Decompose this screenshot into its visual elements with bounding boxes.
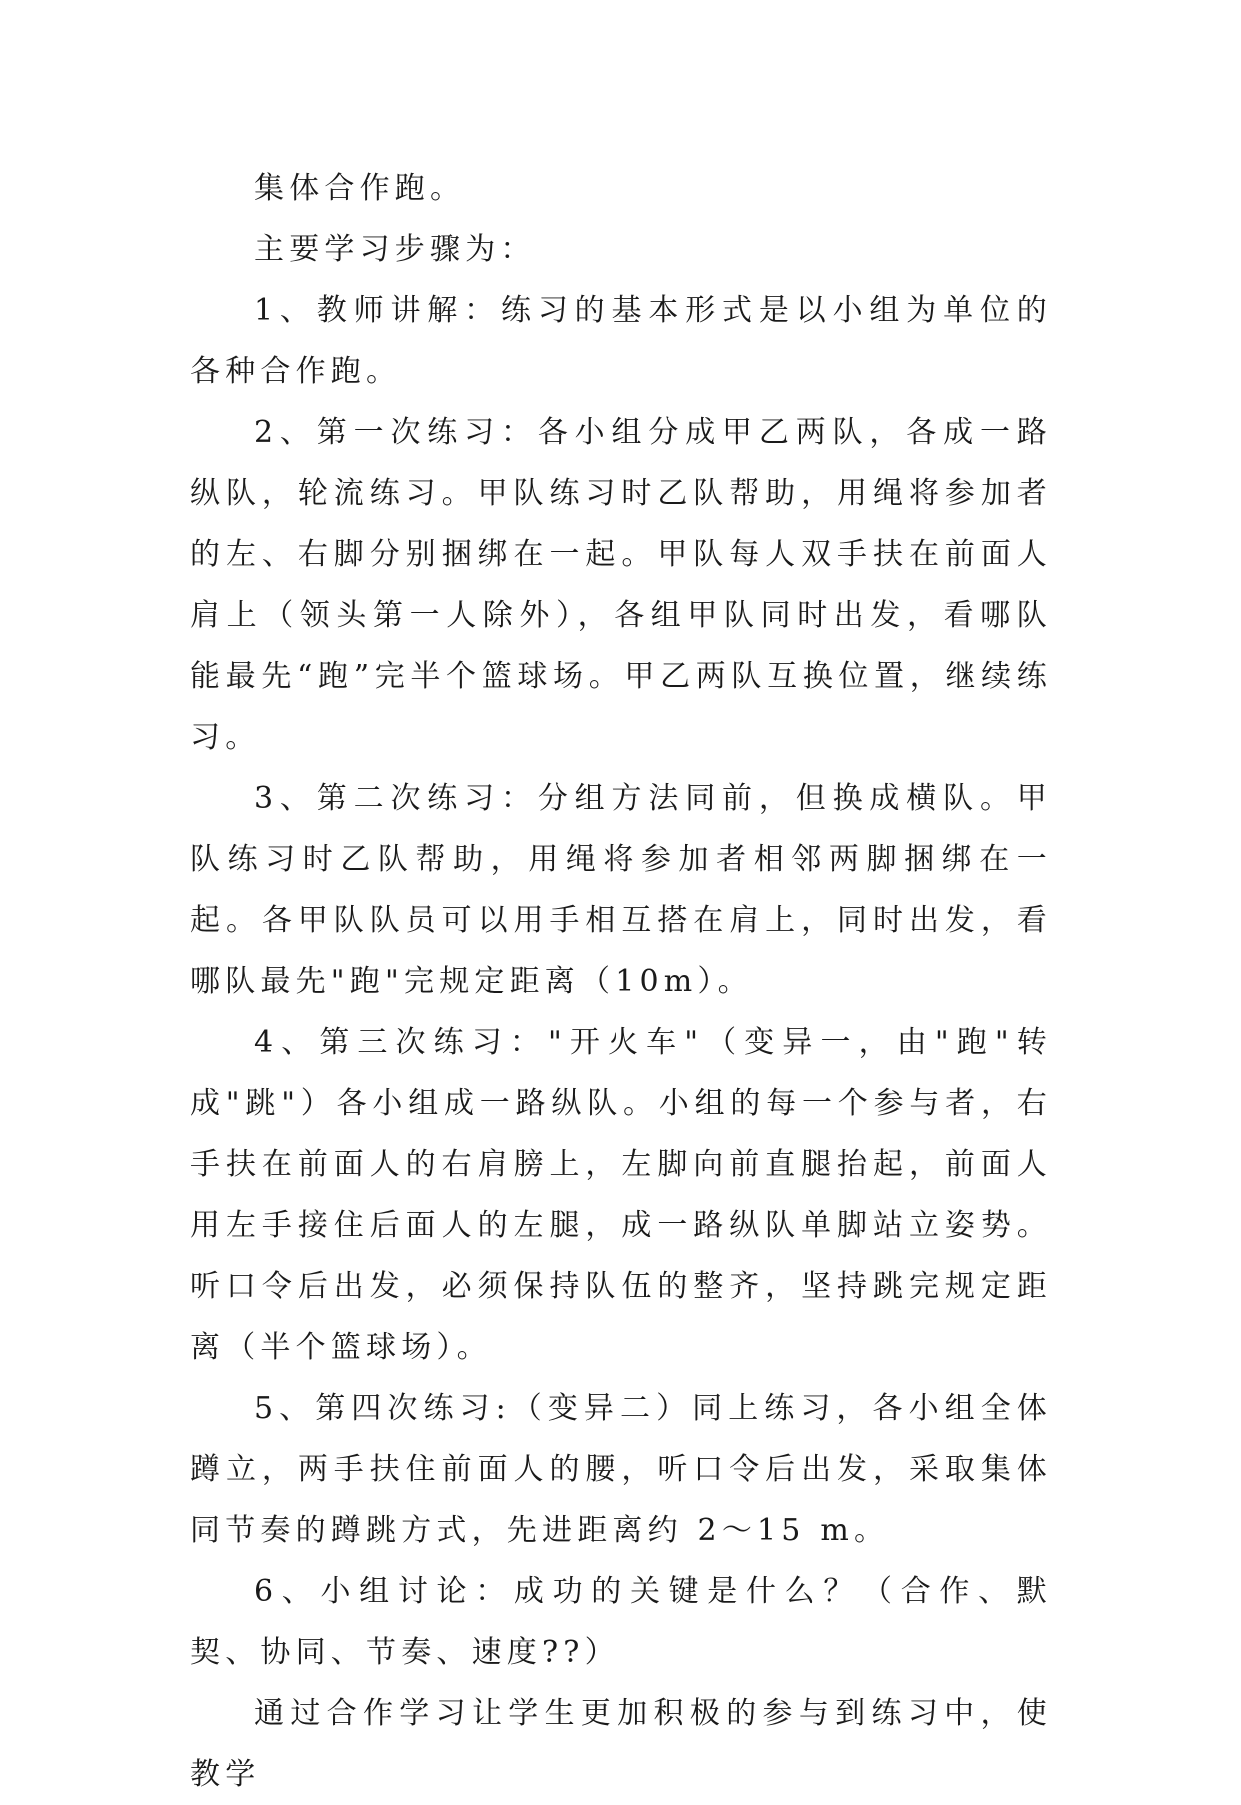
document-body bbox=[190, 158, 1052, 1805]
paragraph-3: 1、教师讲解：练习的基本形式是以小组为单位的各种合作跑。 bbox=[190, 293, 1052, 389]
paragraph-2: 主要学习步骤为： bbox=[254, 232, 536, 267]
paragraph-5: 3、第二次练习：分组方法同前，但换成横队。甲队练习时乙队帮助，用绳将参加者相邻两脚捆绑在一起。各甲队队员可以用手相互搭在肩上，同时出发，看哪队最先"跑"完规定距离（10m）。 bbox=[190, 781, 1052, 999]
paragraph-8: 6、小组讨论：成功的关键是什么？（合作、默契、协同、节奏、速度??） bbox=[190, 1574, 1052, 1670]
paragraph-7: 5、第四次练习:（变异二）同上练习，各小组全体蹲立，两手扶住前面人的腰，听口令后出发，采取集体同节奏的蹲跳方式，先进距离约 2～15 m。 bbox=[190, 1391, 1052, 1548]
paragraph-6: 4、第三次练习："开火车"（变异一，由"跑"转成"跳"）各小组成一路纵队。小组的每一个参与者，右手扶在前面人的右肩膀上，左脚向前直腿抬起，前面人用左手接住后面人的左腿，成一路纵队单脚站立姿势。听口令后出发，必须保持队伍的整齐，坚持跳完规定距离（半个篮球场）。 bbox=[190, 1025, 1052, 1365]
paragraph-4: 2、第一次练习：各小组分成甲乙两队，各成一路纵队，轮流练习。甲队练习时乙队帮助，用绳将参加者的左、右脚分别捆绑在一起。甲队每人双手扶在前面人肩上（领头第一人除外），各组甲队同时出发，看哪队能最先“跑”完半个篮球场。甲乙两队互换位置，继续练习。 bbox=[190, 415, 1052, 755]
paragraph-9: 通过合作学习让学生更加积极的参与到练习中，使教学 bbox=[190, 1696, 1052, 1792]
paragraph-1: 集体合作跑。 bbox=[254, 171, 466, 206]
